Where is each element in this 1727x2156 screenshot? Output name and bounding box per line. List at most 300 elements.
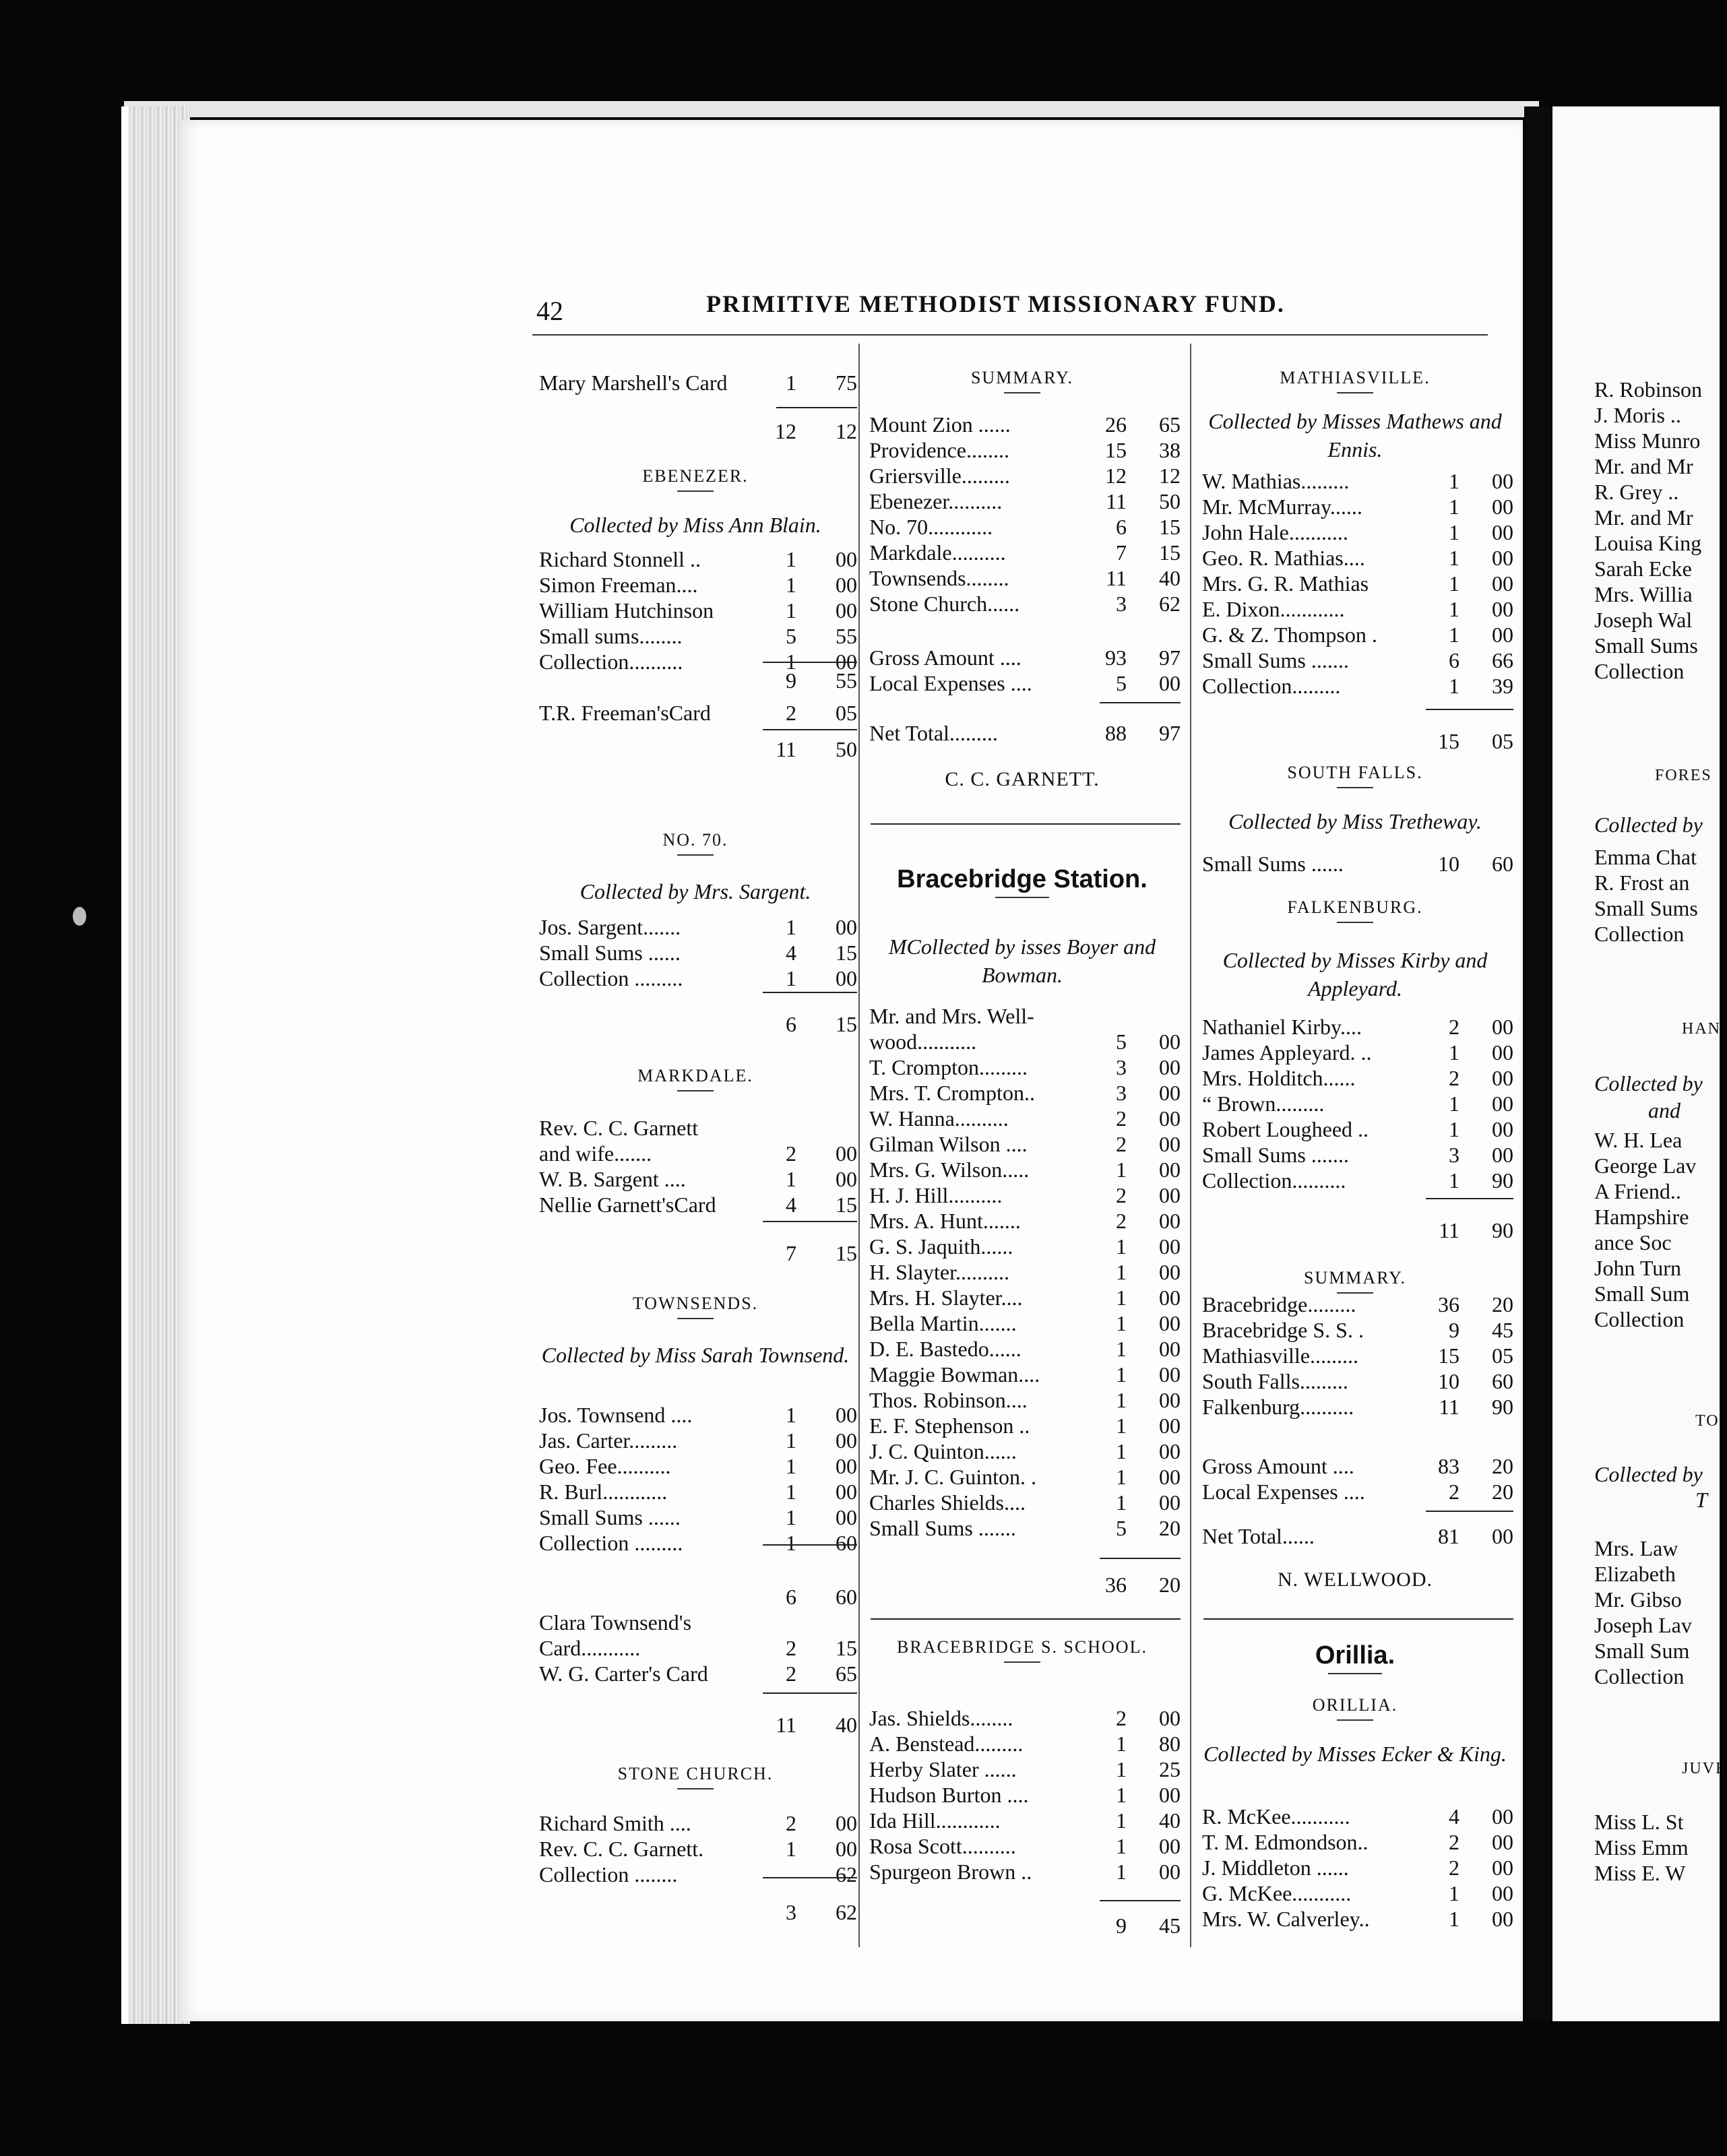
heading-underline — [1337, 1719, 1373, 1721]
facing-page-line: Mrs. Law — [1594, 1536, 1678, 1560]
facing-page-line: Miss L. St — [1594, 1810, 1684, 1834]
column-divider — [1190, 344, 1191, 1947]
section-heading-text: NO. 70. — [662, 830, 728, 850]
entry-name: G. S. Jaquith...... — [869, 1234, 1013, 1259]
amount-cents: 05 — [1492, 1343, 1513, 1368]
total-dollars: 11 — [776, 1713, 796, 1737]
entry-name: Stone Church...... — [869, 592, 1020, 616]
entry-name: Mrs. A. Hunt....... — [869, 1209, 1021, 1233]
section-heading-text: MARKDALE. — [637, 1066, 753, 1085]
entry-name: T. M. Edmondson.. — [1202, 1830, 1369, 1854]
amount-cents: 00 — [1492, 1907, 1513, 1931]
entry-name: J. Middleton ...... — [1202, 1856, 1349, 1880]
amount-cents: 00 — [1159, 1029, 1181, 1054]
amount-cents: 00 — [1492, 520, 1513, 544]
book-gutter — [1524, 106, 1552, 2021]
entry-name: Robert Lougheed .. — [1202, 1117, 1369, 1141]
heading-underline — [677, 1318, 714, 1319]
amount-dollars: 1 — [1116, 1362, 1127, 1387]
amount-dollars: 1 — [1116, 1388, 1127, 1412]
amount-cents: 65 — [836, 1661, 857, 1686]
section-heading-text: MATHIASVILLE. — [1280, 368, 1431, 387]
amount-dollars: 5 — [1116, 671, 1127, 695]
sum-rule — [763, 1221, 857, 1222]
amount-cents: 00 — [1159, 1783, 1181, 1807]
entry-name: and wife....... — [539, 1141, 652, 1166]
entry-name: Rev. C. C. Garnett. — [539, 1837, 704, 1861]
total-dollars: 9 — [786, 668, 796, 693]
entry-name: Gross Amount .... — [869, 645, 1022, 670]
amount-dollars: 93 — [1105, 645, 1127, 670]
amount-dollars: 2 — [1116, 1106, 1127, 1131]
collected-by: Collected by Mrs. Sargent. — [579, 879, 811, 903]
amount-dollars: 1 — [786, 1531, 796, 1555]
facing-page-line: Miss E. W — [1594, 1861, 1686, 1885]
total-dollars: 11 — [776, 737, 796, 761]
amount-dollars: 1 — [1449, 495, 1459, 519]
amount-dollars: 5 — [1116, 1029, 1127, 1054]
facing-page-heading: FORES — [1655, 767, 1712, 784]
facing-page-line: Hampshire — [1594, 1205, 1689, 1229]
amount-dollars: 1 — [1116, 1757, 1127, 1781]
amount-cents: 00 — [836, 1811, 857, 1835]
collected-by: Collected by Misses Kirby and Appleyard. — [1222, 948, 1488, 1001]
total-cents: 05 — [1492, 729, 1513, 753]
total-dollars: 12 — [775, 419, 796, 443]
total-dollars: 6 — [786, 1585, 796, 1609]
amount-cents: 50 — [1159, 489, 1181, 513]
section-heading — [1197, 763, 1513, 788]
amount-cents: 00 — [836, 966, 857, 990]
heading-underline — [677, 490, 714, 492]
total-dollars: 11 — [1439, 1218, 1459, 1242]
entry-name: W. Mathias......... — [1202, 469, 1350, 493]
amount-dollars: 1 — [1449, 571, 1459, 596]
total-cents: 55 — [836, 668, 857, 693]
sum-rule — [763, 992, 857, 993]
amount-dollars: 1 — [1449, 623, 1459, 647]
amount-cents: 40 — [1159, 1808, 1181, 1833]
entry-name: J. C. Quinton...... — [869, 1439, 1017, 1463]
amount-dollars: 11 — [1439, 1395, 1459, 1419]
facing-page-line: Mr. Gibso — [1594, 1587, 1682, 1612]
sum-rule — [1426, 709, 1513, 710]
amount-cents: 00 — [1159, 1388, 1181, 1412]
amount-dollars: 2 — [1116, 1706, 1127, 1730]
facing-page-line: Small Sum — [1594, 1639, 1690, 1663]
facing-page-line: A Friend.. — [1594, 1179, 1681, 1203]
sum-rule — [871, 1618, 1181, 1620]
amount-dollars: 2 — [1449, 1830, 1459, 1854]
entry-name: Jos. Sargent....... — [539, 915, 681, 939]
amount-cents: 00 — [1159, 1183, 1181, 1207]
amount-dollars: 1 — [1449, 1881, 1459, 1905]
entry-name: Falkenburg.......... — [1202, 1395, 1354, 1419]
entry-name: Mrs. T. Crompton.. — [869, 1081, 1035, 1105]
entry-name: A. Benstead......... — [869, 1732, 1024, 1756]
entry-name: Mrs. H. Slayter.... — [869, 1286, 1023, 1310]
amount-dollars: 5 — [1116, 1516, 1127, 1540]
book-cover-top — [124, 101, 1539, 117]
entry-name: Mrs. W. Calverley.. — [1202, 1907, 1370, 1931]
entry-name: Mr. J. C. Guinton. . — [869, 1465, 1037, 1489]
amount-dollars: 1 — [1449, 1168, 1459, 1193]
facing-page-collected-by: T — [1695, 1488, 1707, 1512]
entry-name: W. B. Sargent .... — [539, 1167, 686, 1191]
amount-dollars: 2 — [786, 1661, 796, 1686]
entry-name: Griersville......... — [869, 464, 1010, 488]
amount-dollars: 1 — [1449, 674, 1459, 698]
entry-name: D. E. Bastedo...... — [869, 1337, 1022, 1361]
total-cents: 50 — [836, 737, 857, 761]
station-heading-text: Bracebridge Station. — [897, 865, 1148, 893]
amount-dollars: 4 — [1449, 1804, 1459, 1829]
amount-cents: 00 — [836, 1403, 857, 1427]
amount-cents: 00 — [836, 1428, 857, 1453]
entry-name: Bracebridge S. S. . — [1202, 1318, 1364, 1342]
collected-by: Collected by Misses Mathews and Ennis. — [1208, 409, 1502, 462]
facing-page-line: Sarah Ecke — [1594, 557, 1692, 581]
entry-name: Providence........ — [869, 438, 1009, 462]
section-heading-text: SOUTH FALLS. — [1287, 763, 1423, 782]
facing-page-collected-by: Collected by — [1594, 1071, 1703, 1096]
amount-cents: 00 — [1159, 1311, 1181, 1335]
amount-cents: 60 — [1492, 1369, 1513, 1393]
facing-page-column — [1594, 377, 1727, 1927]
amount-dollars: 7 — [1116, 540, 1127, 565]
section-heading — [1197, 1268, 1513, 1294]
amount-dollars: 1 — [1116, 1860, 1127, 1884]
amount-dollars: 1 — [1449, 520, 1459, 544]
entry-name: G. & Z. Thompson . — [1202, 623, 1377, 647]
amount-cents: 39 — [1492, 674, 1513, 698]
amount-dollars: 83 — [1438, 1454, 1459, 1478]
facing-page-line: R. Grey .. — [1594, 480, 1679, 504]
amount-dollars: 1 — [1116, 1834, 1127, 1858]
entry-name: W. Hanna.......... — [869, 1106, 1009, 1131]
amount-cents: 20 — [1492, 1454, 1513, 1478]
amount-cents: 00 — [836, 1167, 857, 1191]
amount-cents: 00 — [836, 1837, 857, 1861]
facing-page-line: Mr. and Mr — [1594, 454, 1693, 478]
entry-name: Gross Amount .... — [1202, 1454, 1354, 1478]
amount-cents: 15 — [1159, 540, 1181, 565]
entry-name: South Falls......... — [1202, 1369, 1348, 1393]
amount-dollars: 1 — [1449, 597, 1459, 621]
entry-name: Bella Martin....... — [869, 1311, 1017, 1335]
heading-underline — [677, 1788, 714, 1789]
amount-cents: 00 — [1159, 1706, 1181, 1730]
sum-rule — [1100, 1900, 1181, 1901]
amount-cents: 55 — [836, 624, 857, 648]
entry-name: Mr. McMurray...... — [1202, 495, 1362, 519]
amount-cents: 15 — [1159, 515, 1181, 539]
amount-dollars: 3 — [1116, 592, 1127, 616]
facing-page-line: W. H. Lea — [1594, 1128, 1683, 1152]
amount-cents: 00 — [1492, 1830, 1513, 1854]
amount-dollars: 1 — [786, 649, 796, 674]
amount-dollars: 2 — [1449, 1015, 1459, 1039]
entry-name: H. J. Hill.......... — [869, 1183, 1003, 1207]
amount-dollars: 2 — [1116, 1209, 1127, 1233]
section-heading — [534, 1294, 857, 1319]
total-dollars: 36 — [1105, 1573, 1127, 1597]
entry-name: No. 70............ — [869, 515, 993, 539]
station-heading-text: Orillia. — [1315, 1641, 1395, 1670]
amount-cents: 00 — [1159, 1414, 1181, 1438]
amount-cents: 00 — [836, 598, 857, 623]
total-cents: 45 — [1159, 1913, 1181, 1938]
entry-name: “ Brown......... — [1202, 1091, 1325, 1116]
amount-cents: 00 — [1492, 1091, 1513, 1116]
header-rule — [532, 334, 1488, 336]
section-heading-text: BRACEBRIDGE S. SCHOOL. — [897, 1637, 1148, 1657]
signature: N. WELLWOOD. — [1278, 1568, 1433, 1591]
amount-dollars: 1 — [1116, 1311, 1127, 1335]
amount-dollars: 2 — [786, 1811, 796, 1835]
entry-name: Jas. Shields........ — [869, 1706, 1013, 1730]
facing-page-line: Collection — [1594, 659, 1685, 683]
amount-dollars: 1 — [786, 1428, 796, 1453]
amount-cents: 00 — [1159, 671, 1181, 695]
amount-dollars: 1 — [1116, 1783, 1127, 1807]
amount-dollars: 1 — [1449, 1091, 1459, 1116]
sum-rule — [871, 823, 1181, 825]
amount-dollars: 1 — [786, 1505, 796, 1529]
amount-cents: 00 — [836, 1454, 857, 1478]
total-cents: 60 — [836, 1585, 857, 1609]
amount-cents: 00 — [1492, 1117, 1513, 1141]
section-heading — [534, 1764, 857, 1789]
total-dollars: 6 — [786, 1012, 796, 1036]
amount-dollars: 15 — [1438, 1343, 1459, 1368]
amount-cents: 00 — [1159, 1081, 1181, 1105]
entry-name: Mr. and Mrs. Well- — [869, 1004, 1034, 1028]
amount-dollars: 1 — [1116, 1439, 1127, 1463]
amount-cents: 00 — [1159, 1337, 1181, 1361]
amount-dollars: 3 — [1116, 1055, 1127, 1079]
heading-underline — [1337, 392, 1373, 393]
total-cents: 20 — [1159, 1573, 1181, 1597]
entry-name: Collection ......... — [539, 966, 683, 990]
amount-cents: 05 — [836, 701, 857, 725]
entry-name: wood........... — [869, 1029, 977, 1054]
entry-name: Small Sums ....... — [1202, 648, 1349, 672]
entry-name: Mrs. G. Wilson..... — [869, 1158, 1030, 1182]
section-heading — [864, 368, 1181, 393]
amount-dollars: 4 — [786, 941, 796, 965]
amount-dollars: 6 — [1449, 648, 1459, 672]
amount-cents: 00 — [1492, 469, 1513, 493]
amount-cents: 62 — [1159, 592, 1181, 616]
collected-by: Collected by Misses Ecker & King. — [1203, 1742, 1507, 1766]
amount-cents: 97 — [1159, 645, 1181, 670]
entry-name: James Appleyard. .. — [1202, 1040, 1372, 1065]
amount-dollars: 1 — [1116, 1337, 1127, 1361]
collected-by: Collected by Miss Ann Blain. — [569, 513, 821, 537]
amount-dollars: 1 — [786, 573, 796, 597]
amount-dollars: 1 — [786, 598, 796, 623]
entry-name: W. G. Carter's Card — [539, 1661, 708, 1686]
amount-cents: 60 — [1492, 852, 1513, 876]
collected-by: Collected by Miss Sarah Townsend. — [541, 1343, 850, 1367]
amount-cents: 00 — [1492, 546, 1513, 570]
section-heading — [864, 1637, 1181, 1663]
facing-page-line: Joseph Lav — [1594, 1613, 1692, 1637]
entry-name: Nellie Garnett'sCard — [539, 1193, 716, 1217]
amount-cents: 66 — [1492, 648, 1513, 672]
amount-cents: 00 — [1492, 597, 1513, 621]
amount-dollars: 1 — [786, 1403, 796, 1427]
amount-cents: 00 — [1159, 1158, 1181, 1182]
amount-dollars: 9 — [1449, 1318, 1459, 1342]
amount-cents: 60 — [836, 1531, 857, 1555]
amount-cents: 00 — [1492, 1143, 1513, 1167]
amount-dollars: 1 — [786, 547, 796, 571]
amount-cents: 00 — [1159, 1834, 1181, 1858]
amount-cents: 00 — [1159, 1286, 1181, 1310]
amount-cents: 00 — [1159, 1132, 1181, 1156]
facing-page-line: R. Robinson — [1594, 377, 1703, 402]
entry-name: Bracebridge......... — [1202, 1292, 1356, 1317]
entry-name: Small Sums ...... — [539, 941, 681, 965]
amount-cents: 40 — [1159, 566, 1181, 590]
signature: C. C. GARNETT. — [945, 768, 1100, 790]
amount-dollars: 2 — [1449, 1066, 1459, 1090]
amount-dollars: 2 — [786, 701, 796, 725]
blemish — [73, 907, 86, 926]
section-heading — [534, 466, 857, 492]
amount-cents: 00 — [1159, 1362, 1181, 1387]
column-divider — [858, 344, 860, 1947]
sum-rule — [763, 1544, 857, 1546]
entry-name: R. Burl............ — [539, 1480, 668, 1504]
total-cents: 90 — [1492, 1218, 1513, 1242]
amount-dollars: 1 — [1116, 1808, 1127, 1833]
entry-name: Rosa Scott.......... — [869, 1834, 1016, 1858]
amount-cents: 25 — [1159, 1757, 1181, 1781]
amount-cents: 00 — [836, 649, 857, 674]
amount-dollars: 2 — [1449, 1856, 1459, 1880]
total-cents: 62 — [836, 1900, 857, 1924]
facing-page-line: Emma Chat — [1594, 845, 1697, 869]
entry-name: Net Total...... — [1202, 1524, 1315, 1548]
amount-cents: 00 — [1492, 1040, 1513, 1065]
heading-underline — [1004, 392, 1040, 393]
amount-cents: 00 — [1159, 1439, 1181, 1463]
entry-name: Hudson Burton .... — [869, 1783, 1029, 1807]
entry-name: Mount Zion ...... — [869, 412, 1011, 437]
amount-dollars: 3 — [1116, 1081, 1127, 1105]
entry-name: G. McKee........... — [1202, 1881, 1352, 1905]
entry-name: Richard Smith .... — [539, 1811, 691, 1835]
sum-rule — [763, 729, 857, 730]
amount-cents: 00 — [1492, 1804, 1513, 1829]
amount-cents: 00 — [1492, 495, 1513, 519]
amount-cents: 90 — [1492, 1395, 1513, 1419]
amount-cents: 65 — [1159, 412, 1181, 437]
entry-name: Mary Marshell's Card — [539, 371, 728, 395]
amount-cents: 15 — [836, 1193, 857, 1217]
amount-dollars: 1 — [1449, 1040, 1459, 1065]
section-heading — [1197, 368, 1513, 393]
facing-page-line: Collection — [1594, 1307, 1685, 1331]
entry-name: Markdale.......... — [869, 540, 1006, 565]
facing-page-line: Small Sum — [1594, 1281, 1690, 1306]
facing-page-line: Mrs. Willia — [1594, 582, 1693, 606]
total-cents: 15 — [836, 1012, 857, 1036]
sum-rule — [763, 662, 857, 663]
entry-name: Charles Shields.... — [869, 1490, 1026, 1515]
entry-name: Small Sums ...... — [1202, 852, 1344, 876]
entry-name: T. Crompton......... — [869, 1055, 1028, 1079]
total-dollars: 9 — [1116, 1913, 1127, 1938]
facing-page-line: John Turn — [1594, 1256, 1681, 1280]
sum-rule — [776, 407, 857, 408]
amount-cents: 12 — [1159, 464, 1181, 488]
amount-dollars: 1 — [1116, 1234, 1127, 1259]
amount-dollars: 1 — [1449, 469, 1459, 493]
amount-cents: 00 — [1159, 1234, 1181, 1259]
facing-page-line: Louisa King — [1594, 531, 1702, 555]
entry-name: T.R. Freeman'sCard — [539, 701, 711, 725]
entry-name: Spurgeon Brown .. — [869, 1860, 1032, 1884]
amount-cents: 45 — [1492, 1318, 1513, 1342]
amount-cents: 00 — [836, 915, 857, 939]
amount-dollars: 10 — [1438, 852, 1459, 876]
total-cents: 15 — [836, 1241, 857, 1265]
entry-name: Nathaniel Kirby.... — [1202, 1015, 1362, 1039]
heading-underline — [677, 1090, 714, 1091]
entry-name: Net Total......... — [869, 721, 998, 745]
amount-cents: 00 — [1492, 623, 1513, 647]
amount-cents: 75 — [836, 371, 857, 395]
amount-dollars: 5 — [786, 624, 796, 648]
facing-page-heading: HAN — [1682, 1020, 1721, 1038]
entry-name: Clara Townsend's — [539, 1610, 692, 1635]
entry-name: H. Slayter.......... — [869, 1260, 1009, 1284]
amount-cents: 00 — [1159, 1055, 1181, 1079]
sum-rule — [1100, 702, 1181, 703]
amount-cents: 00 — [1159, 1490, 1181, 1515]
amount-dollars: 88 — [1105, 721, 1127, 745]
amount-cents: 20 — [1492, 1480, 1513, 1504]
entry-name: Thos. Robinson.... — [869, 1388, 1028, 1412]
amount-cents: 00 — [1492, 571, 1513, 596]
collected-by: MCollected by isses Boyer and Bowman. — [888, 934, 1156, 987]
entry-name: Ebenezer.......... — [869, 489, 1003, 513]
sum-rule — [1203, 1618, 1513, 1620]
amount-dollars: 1 — [786, 966, 796, 990]
amount-cents: 15 — [836, 941, 857, 965]
heading-underline — [1004, 1661, 1040, 1663]
facing-page-collected-by: Collected by — [1594, 1462, 1703, 1486]
facing-page-heading: TO — [1695, 1412, 1720, 1430]
facing-page-line: J. Moris .. — [1594, 403, 1681, 427]
entry-name: Herby Slater ...... — [869, 1757, 1017, 1781]
amount-cents: 00 — [1492, 1856, 1513, 1880]
total-dollars: 15 — [1438, 729, 1459, 753]
amount-cents: 62 — [836, 1862, 857, 1886]
amount-cents: 20 — [1159, 1516, 1181, 1540]
amount-dollars: 4 — [786, 1193, 796, 1217]
entry-name: Small sums........ — [539, 624, 683, 648]
amount-dollars: 81 — [1438, 1524, 1459, 1548]
section-heading — [534, 830, 857, 856]
amount-dollars: 36 — [1438, 1292, 1459, 1317]
amount-cents: 20 — [1492, 1292, 1513, 1317]
station-heading — [1197, 1641, 1513, 1674]
